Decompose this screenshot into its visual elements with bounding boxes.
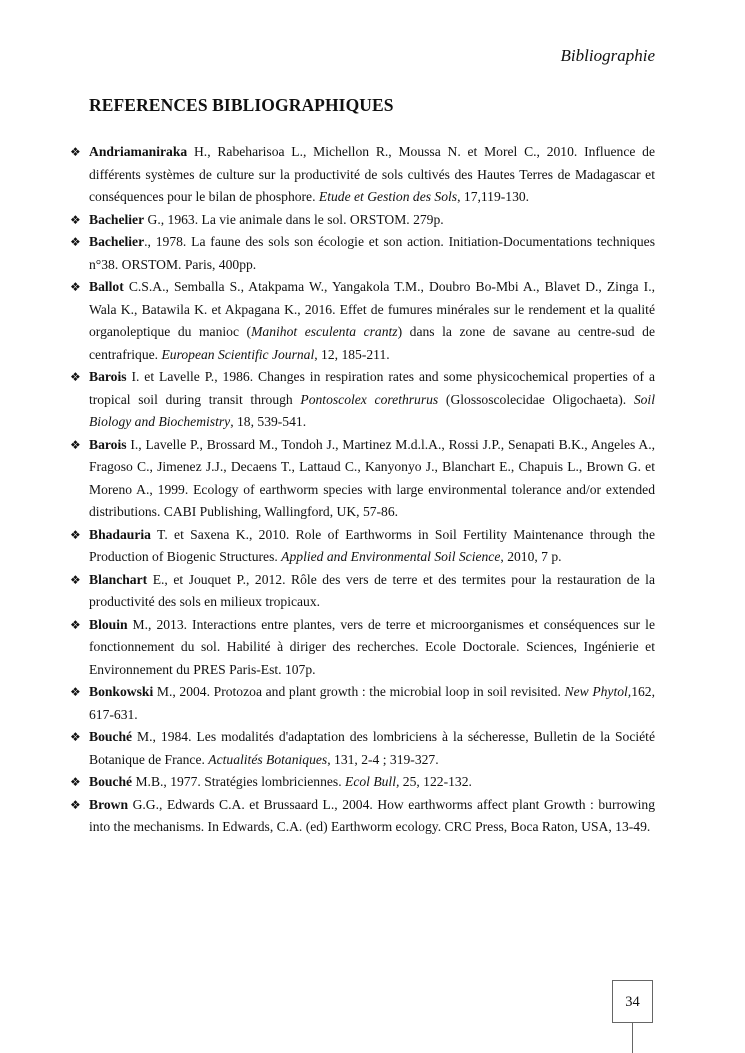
reference-text: M., 1984. Les modalités d'adaptation des lombriciens à la sécheresse, Bulletin de la Société Botanique de France. <box>89 729 655 767</box>
reference-item <box>70 276 655 366</box>
reference-text: , 12, 185-211. <box>314 346 390 362</box>
reference-text: C.S.A., Semballa S., Atakpama W., Yangakola T.M., Doubro Bo-Mbi A., Blavet D., Zinga I., Wala K., Batawila K. et Akpagana K., 2016. Effet de fumures minérales sur le rendement et la qualité organoleptique du manioc ( <box>89 279 655 339</box>
reference-italic-text: Actualités Botaniques <box>208 751 328 767</box>
reference-text: G.G., Edwards C.A. et Brussaard L., 2004. How earthworms affect plant Growth : burrowing into the mechanisms. In Edwards, C.A. (ed) Earthworm ecology. CRC Press, Boca Raton, USA, 13-49. <box>89 796 655 834</box>
reference-author: Bhadauria <box>89 526 151 542</box>
reference-author: Brown <box>89 796 129 812</box>
reference-text: ., 1978. La faune des sols son écologie et son action. Initiation-Documentations techniques n°38. ORSTOM. Paris, 400pp. <box>89 234 655 272</box>
reference-list <box>70 141 655 839</box>
page-number-rule <box>632 1023 633 1053</box>
diamond-bullet-icon: ❖ <box>70 730 81 744</box>
reference-text: I., Lavelle P., Brossard M., Tondoh J., Martinez M.d.l.A., Rossi J.P., Senapati B.K., Angeles A., Fragoso C., Jimenez J.J., Decaens T., Lattaud C., Kanyonyo J., Blanchart E., Chapuis L., Brown G. et Moreno A., 1999. Ecology of earthworm species with large environmental tolerance and/or extended distributions. CABI Publishing, Wallingford, UK, 57-86. <box>89 436 655 519</box>
reference-text: M., 2013. Interactions entre plantes, vers de terre et microorganismes et conséquences sur le fonctionnement du sol. Habilité à diriger des recherches. Ecole Doctorale. Sciences, Ingénierie et Environnement du PRES Paris-Est. 107p. <box>89 616 655 677</box>
reference-author: Bouché <box>89 729 133 744</box>
reference-item <box>70 434 655 524</box>
reference-italic-text: Applied and Environmental Soil Science <box>281 549 501 564</box>
reference-text: 25, 122-132. <box>399 774 472 789</box>
diamond-bullet-icon: ❖ <box>70 145 81 159</box>
reference-text: T. et Saxena K., 2010. Role of Earthworms in Soil Fertility Maintenance through the Production of Biogenic Structures. <box>89 526 655 564</box>
reference-item <box>70 366 655 434</box>
reference-item <box>70 771 655 794</box>
reference-text: M., 2004. Protozoa and plant growth : the microbial loop in soil revisited. <box>153 684 565 699</box>
reference-text: I. et Lavelle P., 1986. Changes in respiration rates and some physicochemical properties of a tropical soil during transit through <box>89 369 655 407</box>
diamond-bullet-icon: ❖ <box>70 617 81 632</box>
diamond-bullet-icon: ❖ <box>70 437 81 452</box>
reference-text: M.B., 1977. Stratégies lombriciennes. <box>132 774 346 789</box>
reference-author: Bachelier <box>89 234 145 249</box>
reference-italic-text: Pontoscolex corethrurus <box>300 391 439 407</box>
reference-author: Bouché <box>89 774 133 789</box>
reference-item <box>70 569 655 614</box>
reference-author: Andriamaniraka <box>89 144 188 159</box>
reference-author: Bachelier <box>89 211 145 227</box>
reference-text: , 18, 539-541. <box>230 414 307 429</box>
reference-author: Barois <box>89 369 127 384</box>
running-header: Bibliographie <box>560 46 655 65</box>
diamond-bullet-icon: ❖ <box>70 775 81 789</box>
diamond-bullet-icon: ❖ <box>70 685 81 699</box>
diamond-bullet-icon: ❖ <box>70 370 81 384</box>
reference-item <box>70 726 655 771</box>
reference-italic-text: New Phytol, <box>564 684 632 699</box>
reference-author: Barois <box>89 436 127 452</box>
diamond-bullet-icon: ❖ <box>70 797 81 812</box>
diamond-bullet-icon: ❖ <box>70 235 81 249</box>
reference-text: , 2010, 7 p. <box>500 549 562 564</box>
reference-item <box>70 209 655 232</box>
reference-item <box>70 141 655 209</box>
reference-text: ) dans la zone de savane au centre-sud de centrafrique. <box>89 324 655 362</box>
section-title: REFERENCES BIBLIOGRAPHIQUES <box>89 95 394 115</box>
reference-item <box>70 524 655 569</box>
reference-item <box>70 614 655 682</box>
reference-text: , 17,119-130. <box>457 189 530 204</box>
reference-item <box>70 231 655 276</box>
reference-author: Ballot <box>89 279 124 294</box>
reference-italic-text: Etude et Gestion des Sols <box>318 189 458 204</box>
reference-text: E., et Jouquet P., 2012. Rôle des vers de terre et des termites pour la restauration de la productivité des sols en milieux tropicaux. <box>89 571 655 609</box>
reference-italic-text: European Scientific Journal <box>161 346 315 362</box>
diamond-bullet-icon: ❖ <box>70 527 81 542</box>
reference-text: 162, 617-631. <box>89 684 655 722</box>
diamond-bullet-icon: ❖ <box>70 280 81 294</box>
reference-text: (Glossoscolecidae Oligochaeta). <box>438 391 634 407</box>
reference-italic-text: Soil Biology and Biochemistry <box>89 391 655 429</box>
diamond-bullet-icon: ❖ <box>70 572 81 587</box>
reference-text: G., 1963. La vie animale dans le sol. ORSTOM. 279p. <box>144 211 444 227</box>
reference-author: Bonkowski <box>89 684 154 699</box>
diamond-bullet-icon: ❖ <box>70 212 81 227</box>
reference-italic-text: Manihot esculenta crantz <box>251 324 398 339</box>
page-number: 34 <box>612 980 653 1023</box>
reference-item <box>70 681 655 726</box>
reference-item <box>70 794 655 839</box>
reference-text: H., Rabeharisoa L., Michellon R., Moussa N. et Morel C., 2010. Influence de différents systèmes de culture sur la productivité de sols cultivés des Hautes Terres de Madagascar et conséquences pour le bilan de phosphore. <box>89 144 655 204</box>
reference-text: , 131, 2-4 ; 319-327. <box>327 751 439 767</box>
reference-author: Blouin <box>89 616 128 632</box>
reference-author: Blanchart <box>89 571 148 587</box>
reference-italic-text: Ecol Bull, <box>345 774 400 789</box>
